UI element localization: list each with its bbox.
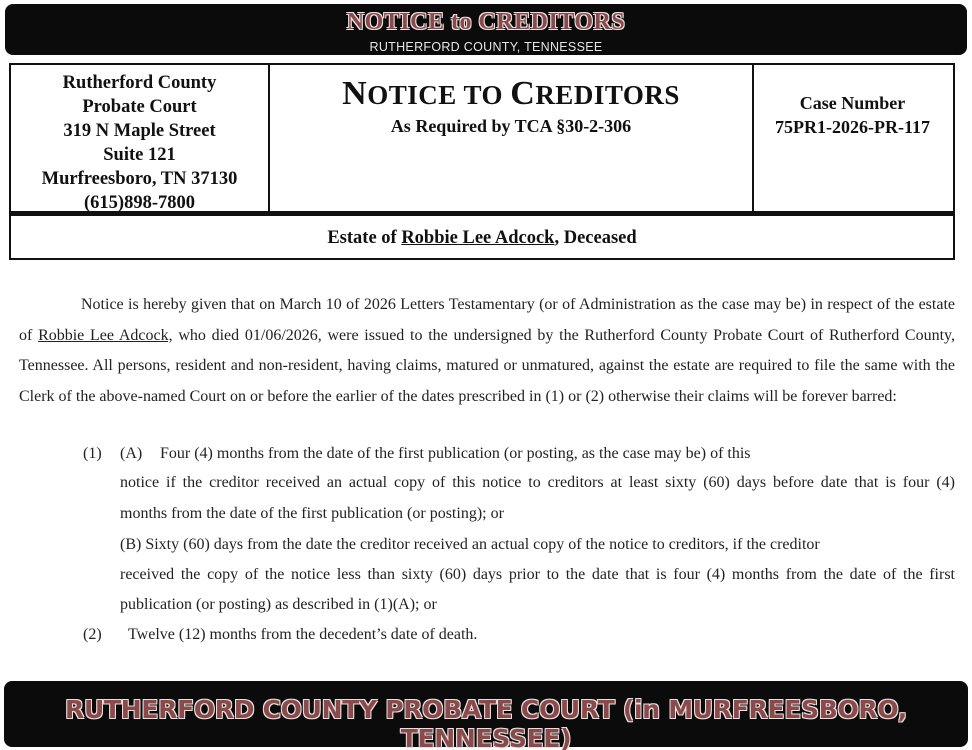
item1-a-line3: months from the date of the first publication (or posting); or: [120, 505, 504, 522]
notice-title-initial-c: C: [510, 75, 536, 112]
notice-header-table: [9, 63, 955, 260]
notice-paragraph: [19, 290, 955, 412]
item2-text: Twelve (12) months from the decedent’s date of death.: [128, 626, 478, 643]
banner-subtitle: RUTHERFORD COUNTY, TENNESSEE: [369, 40, 603, 54]
decedent-name: Robbie Lee Adcock: [401, 228, 555, 248]
court-street: 319 N Maple Street: [63, 121, 216, 141]
top-banner: [5, 4, 967, 55]
case-number-cell: [752, 65, 953, 213]
item1-b-line1: (B) Sixty (60) days from the date the creditor received an actual copy of the notice to creditors, if the creditor: [120, 536, 820, 553]
paragraph-text-b: who died 01/06/2026, were issued to the undersigned by the Rutherford County Probate Court of Rutherford County, Tennessee. All persons, resident and non-resident, having claims, matured or unmatured, against the estate are required to file the same with the Clerk of the above-named Court on or before the earlier of the dates prescribed in (1) or (2) otherwise their claims will be forever barred:: [19, 326, 956, 405]
notice-title: [270, 75, 752, 113]
court-address: [11, 71, 268, 215]
estate-cell: [11, 213, 953, 258]
court-phone: (615)898-7800: [84, 193, 195, 213]
banner-title: NOTICE to CREDITORS: [346, 9, 626, 35]
footer-banner: [4, 681, 968, 750]
notice-subtitle: As Required by TCA §30-2-306: [390, 116, 632, 136]
item2-number: (2): [83, 626, 102, 643]
court-address-cell: [11, 65, 270, 213]
item1-b-line2: received the copy of the notice less than sixty (60) days prior to the date that is four (4) months from the date of the first: [120, 566, 955, 583]
court-name-line2: Probate Court: [82, 97, 197, 117]
case-number-label: Case Number: [799, 93, 906, 113]
notice-title-initial-n: N: [342, 75, 368, 112]
notice-title-part1: OTICE TO: [367, 80, 511, 110]
notice-title-part2: REDITORS: [535, 80, 680, 110]
paragraph-text-a: Notice is hereby given that on March 10 of 2026 Letters Testamentary (or of Administration as the case may be) in respect of the estate of: [19, 296, 955, 344]
court-name-line1: Rutherford County: [62, 73, 217, 93]
paragraph-decedent-name: Robbie Lee Adcock,: [38, 326, 173, 344]
case-number-value: 75PR1-2026-PR-117: [775, 117, 930, 137]
estate-suffix: , Deceased: [554, 228, 637, 248]
item1-a-label: (A): [120, 445, 143, 462]
item1-number: (1): [83, 445, 102, 462]
notice-title-cell: [268, 65, 754, 213]
item1-b-line3: publication (or posting) as described in (1)(A); or: [120, 596, 437, 613]
estate-line: [11, 228, 953, 249]
estate-prefix: Estate of: [327, 228, 402, 248]
footer-text: RUTHERFORD COUNTY PROBATE COURT (in MURFREESBORO, TENNESSEE): [65, 695, 907, 750]
court-city: Murfreesboro, TN 37130: [41, 169, 238, 189]
court-suite: Suite 121: [103, 145, 176, 165]
item1-a-line2: notice if the creditor received an actual copy of this notice to creditors at least sixty (60) days before date that is four (4): [120, 474, 955, 491]
item1-a-line1: Four (4) months from the date of the first publication (or posting, as the case may be) of this: [160, 445, 751, 462]
